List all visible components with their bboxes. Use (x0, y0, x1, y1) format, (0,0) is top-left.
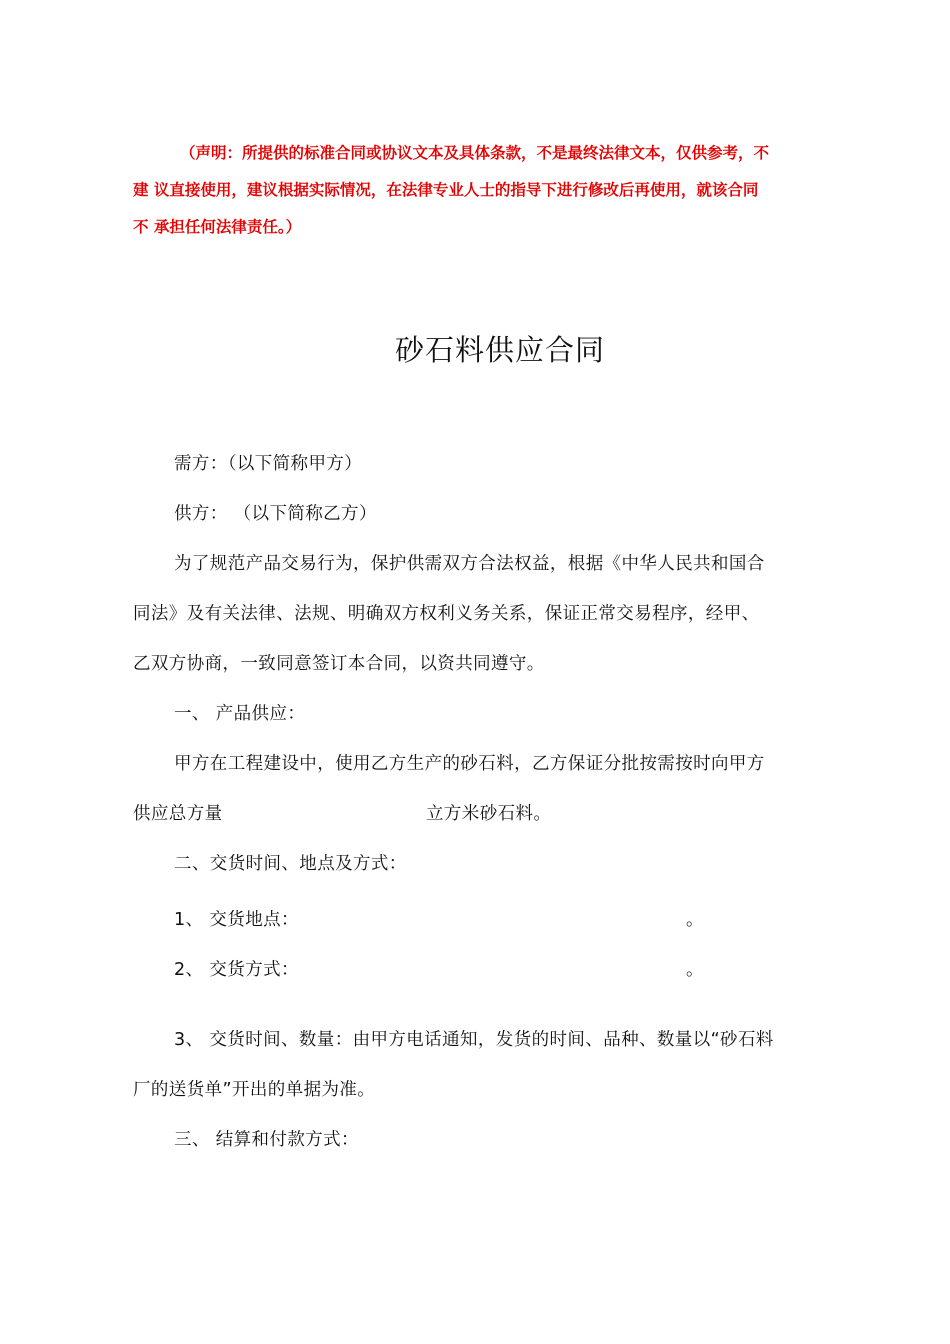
section-1-line-1: 甲方在工程建设中，使用乙方生产的砂石料，乙方保证分批按需按时向甲方 (174, 754, 765, 774)
disclaimer-line-3: 不 承担任何法律责任。） (133, 218, 302, 236)
buyer-party: 需方：（以下简称甲方） (174, 454, 363, 474)
section-2-heading: 二、交货时间、地点及方式： (174, 854, 407, 874)
delivery-method-label: 2、 交货方式： (174, 960, 299, 980)
delivery-location-end: 。 (686, 910, 704, 930)
supplier-party: 供方： （以下简称乙方） (174, 504, 377, 524)
section-1-heading: 一、 产品供应： (174, 704, 306, 724)
delivery-time-line-2: 厂的送货单”开出的单据为准。 (133, 1080, 376, 1100)
preamble-line-3: 乙双方协商，一致同意签订本合同，以资共同遵守。 (133, 654, 545, 674)
preamble-line-2: 同法》及有关法律、法规、明确双方权利义务关系，保证正常交易程序，经甲、 (133, 604, 760, 624)
delivery-location-label: 1、 交货地点： (174, 910, 299, 930)
disclaimer-line-1: （声明：所提供的标准合同或协议文本及具体条款，不是最终法律文本，仅供参考，不 (180, 144, 770, 162)
delivery-method-end: 。 (686, 960, 704, 980)
section-3-heading: 三、 结算和付款方式： (174, 1130, 359, 1150)
document-title: 砂石料供应合同 (394, 333, 605, 367)
disclaimer-line-2: 建 议直接使用，建议根据实际情况，在法律专业人士的指导下进行修改后再使用，就该合同 (133, 181, 759, 199)
section-1-line-2-end: 立方米砂石料。 (426, 804, 552, 824)
section-1-line-2-start: 供应总方量 (133, 804, 223, 824)
delivery-time-line-1: 3、 交货时间、数量：由甲方电话通知，发货的时间、品种、数量以“砂石料 (174, 1030, 774, 1050)
preamble-line-1: 为了规范产品交易行为，保护供需双方合法权益，根据《中华人民共和国合 (174, 554, 765, 574)
